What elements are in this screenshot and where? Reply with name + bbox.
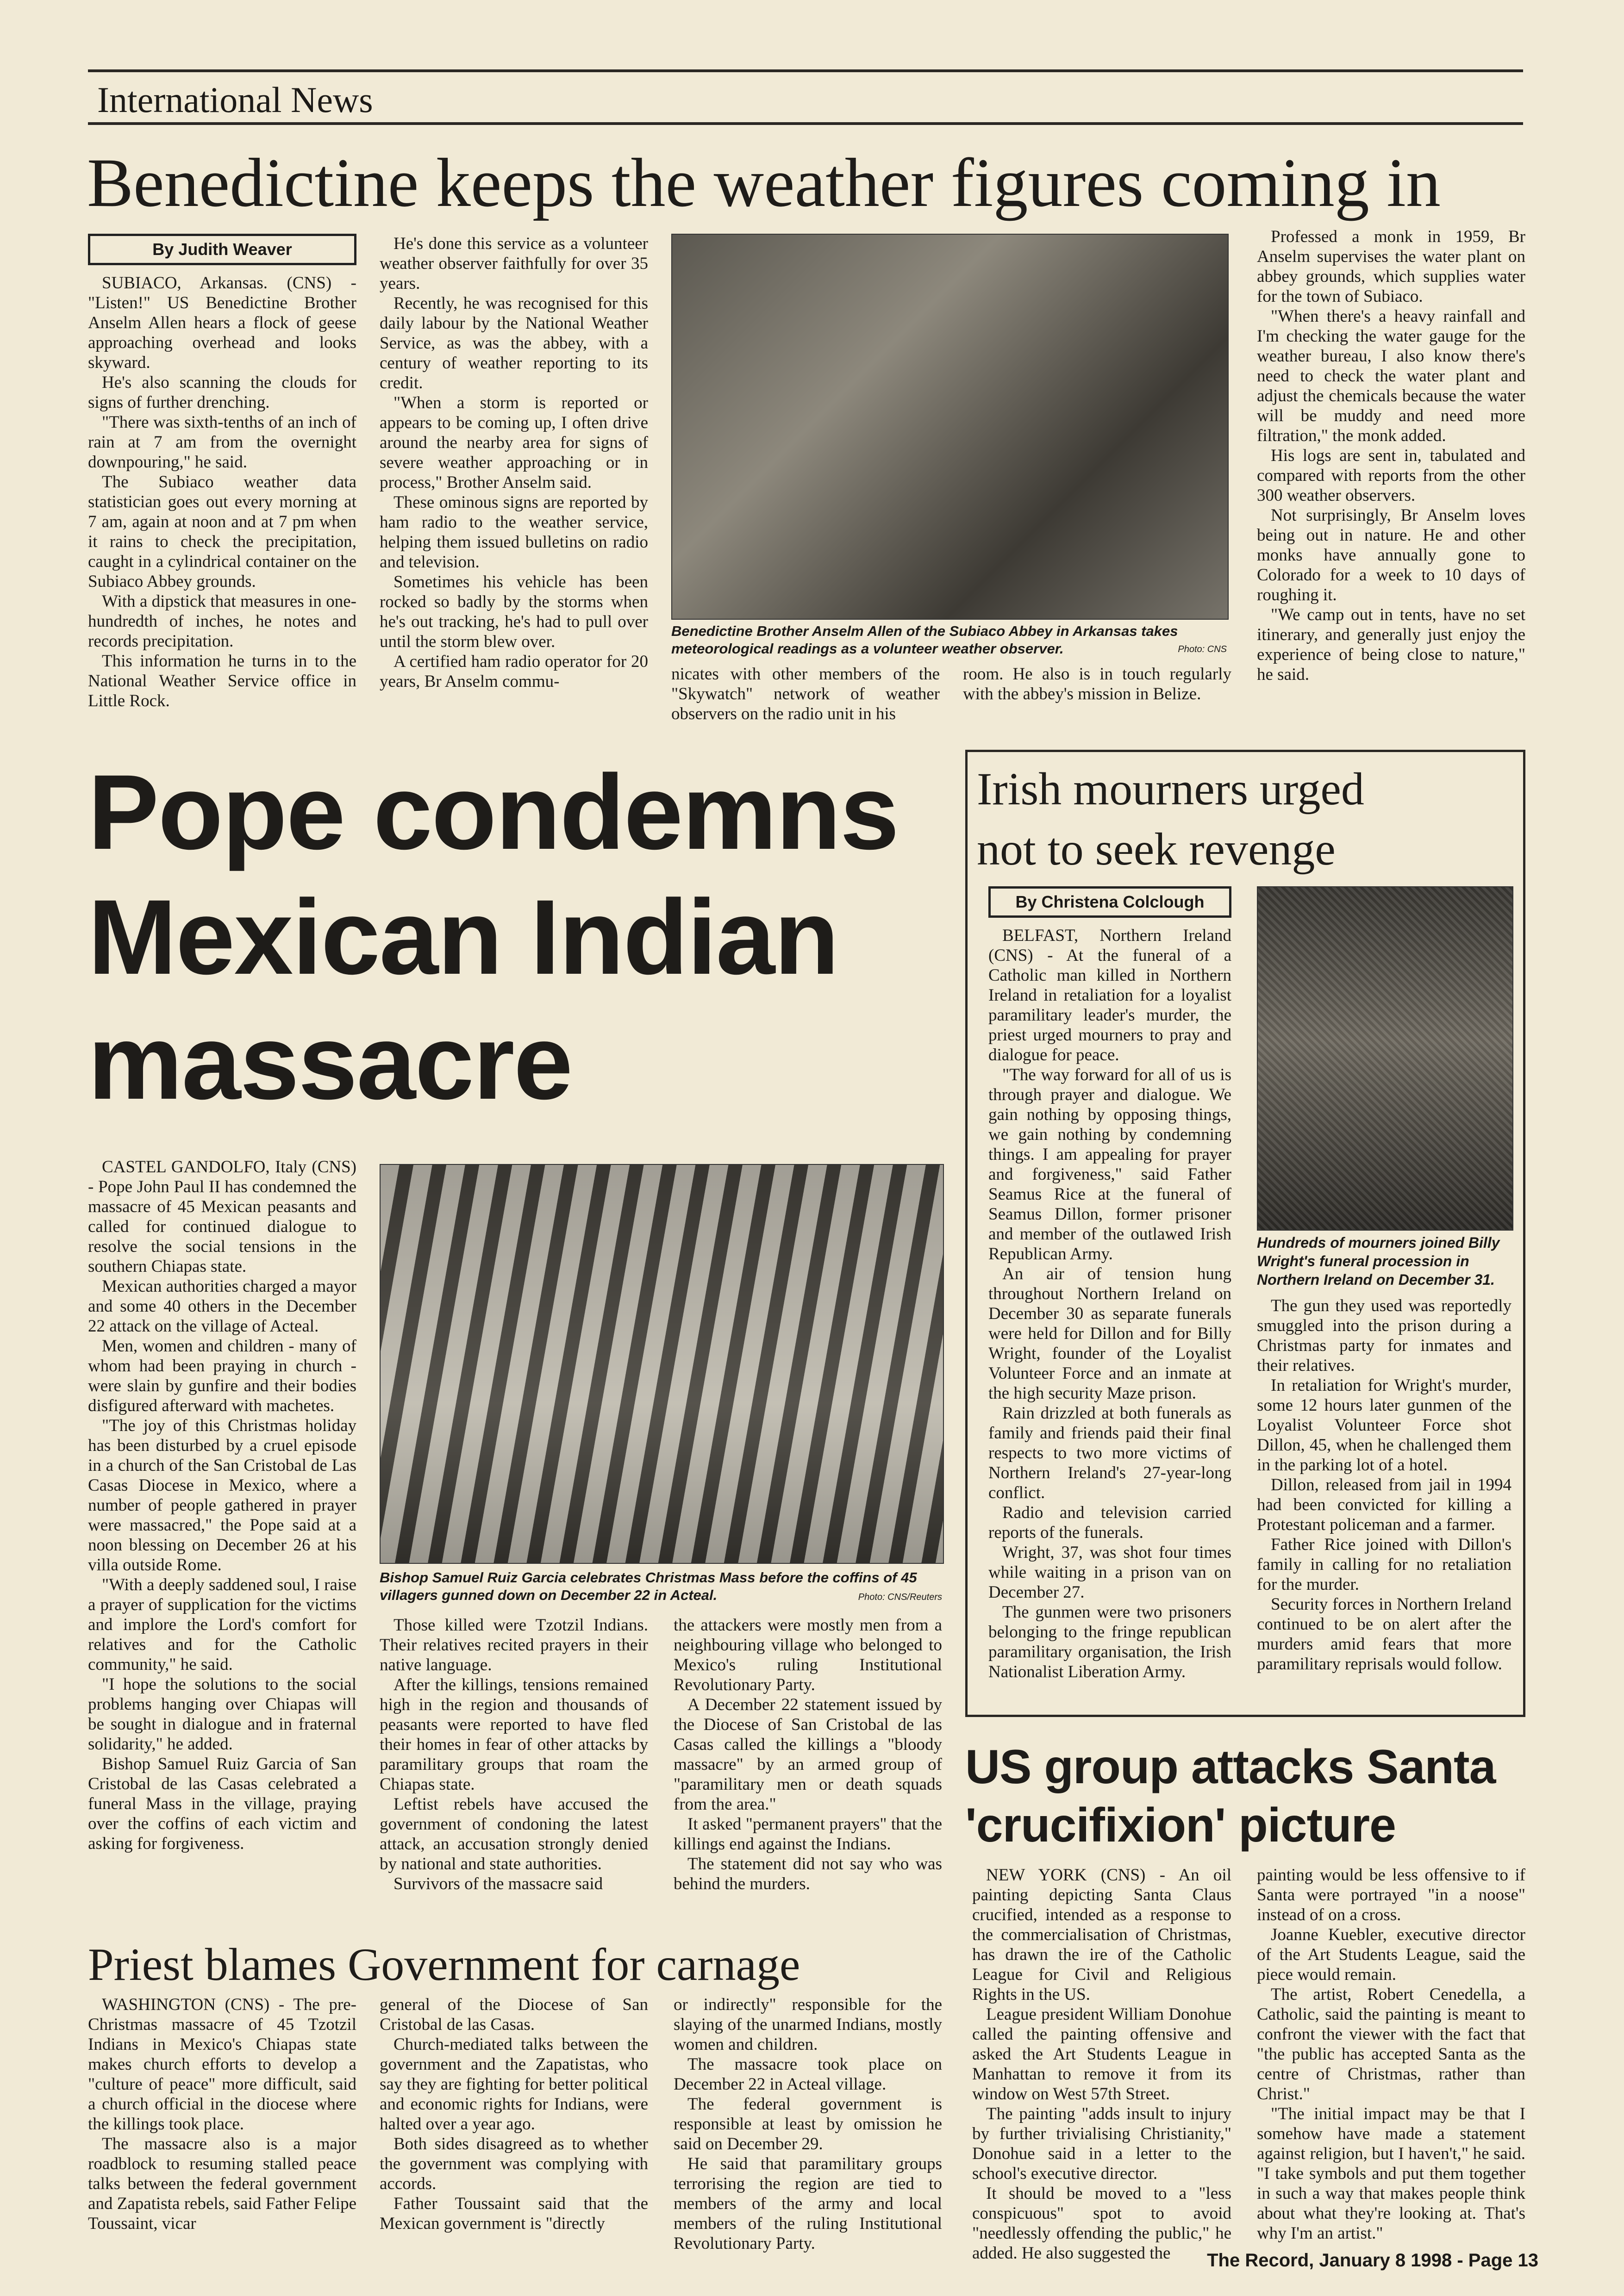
story3-col2: general of the Diocese of San Cristobal de las Casas. Church-mediated talks between the government and the Zapatistas, who say they are fighting for better political and economic rights for Indians, were halted over a year ago. Both sides disagreed as to whether the government was complying with accords. Father Toussaint said that the Mexican government is "directly bbox=[380, 1995, 648, 2233]
story1-col3: nicates with other members of the "Skywatch" network of weather observers on the radio unit in his bbox=[671, 665, 940, 723]
story2-photo-credit: Photo: CNS/Reuters bbox=[858, 1592, 942, 1602]
story2-headline: Pope condemns Mexican Indian massacre bbox=[88, 753, 899, 1121]
story2-photo-caption: Bishop Samuel Ruiz Garcia celebrates Christmas Mass before the coffins of 45 villagers gunned down on December 22 in Acteal. bbox=[380, 1569, 917, 1603]
story2-col1: CASTEL GANDOLFO, Italy (CNS) - Pope John Paul II has condemned the massacre of 45 Mexican peasants and called for continued dialogue to resolve the social tensions in the southern Chiapas state. Mexican authorities charged a mayor and some 40 others in the December 22 attack on the village of Acteal. Men, women and children - many of whom had been praying in church - were slain by gunfire and their bodies disfigured afterward with machetes. "The joy of this Christmas holiday has been disturbed by a cruel episode in a church of the San Cristobal de Las Casas Diocese in Mexico, where a number of people gathered in prayer were massacred," the Pope said at a noon blessing on December 26 at his villa outside Rome. "With a deeply saddened soul, I raise a prayer of supplication for the victims and implore the Lord's comfort for relatives and for the Catholic community," he said. "I hope the solutions to the social problems hanging over Chiapas will be sought in dialogue and in fraternal solidarity," he added. Bishop Samuel Ruiz Garcia of San Cristobal de las Casas celebrated a funeral Mass in the village, praying over the coffins of each victim and asking for forgiveness. bbox=[88, 1157, 356, 1853]
story4-headline bbox=[977, 759, 1514, 879]
story3-col1: WASHINGTON (CNS) - The pre-Christmas massacre of 45 Tzotzil Indians in Mexico's Chiapas state makes church efforts to develop a "culture of peace" more difficult, said a church official in the diocese where the killings took place. The massacre also is a major roadblock to resuming stalled peace talks between the federal government and Zapatista rebels, said Father Felipe Toussaint, vicar bbox=[88, 1995, 356, 2233]
story3-col3: or indirectly" responsible for the slaying of the unarmed Indians, mostly women and children. The massacre took place on December 22 in Acteal village. The federal government is responsible at least by omission he said on December 29. He said that paramilitary groups terrorising the region are tied to members of the army and local members of the ruling Institutional Revolutionary Party. bbox=[674, 1995, 942, 2253]
story5-headline bbox=[965, 1738, 1530, 1854]
story1-col4: room. He also is in touch regularly with the abbey's mission in Belize. bbox=[963, 665, 1231, 703]
story1-col1: SUBIACO, Arkansas. (CNS) - "Listen!" US Benedictine Brother Anselm Allen hears a flock of geese approaching overhead and looks skyward. He's also scanning the clouds for signs of further drenching. "There was sixth-tenths of an inch of rain at 7 am from the overnight downpouring," he said. The Subiaco weather data statistician goes out every morning at 7 am, again at noon and at 7 pm when it rains to check the precipitation, caught in a cylindrical container on the Subiaco Abbey grounds. With a dipstick that measures in one-hundredth of inches, he notes and records precipitation. This information he turns in to the National Weather Service office in Little Rock. bbox=[88, 274, 356, 710]
coffins-photo bbox=[380, 1164, 944, 1564]
story4-byline: By Christena Colclough bbox=[988, 886, 1231, 918]
story4-col1: BELFAST, Northern Ireland (CNS) - At the funeral of a Catholic man killed in Northern Ireland in retaliation for a loyalist paramilitary leader's murder, the priest urged mourners to pray and dialogue for peace. "The way forward for all of us is through prayer and dialogue. We gain nothing by opposing things, we gain nothing by condemning things. I am appealing for prayer and forgiveness," said Father Seamus Rice at the funeral of Seamus Dillon, former prisoner and member of the outlawed Irish Republican Army. An air of tension hung throughout Northern Ireland on December 30 as separate funerals were held for Dillon and for Billy Wright, founder of the Loyalist Volunteer Force and an inmate at the high security Maze prison. Rain drizzled at both funerals as family and friends paid their final respects to two more victims of Northern Ireland's 27-year-long conflict. Radio and television carried reports of the funerals. Wright, 37, was shot four times while waiting in a prison van on December 27. The gunmen were two prisoners belonging to the fringe republican paramilitary organisation, the Irish Nationalist Liberation Army. bbox=[988, 926, 1231, 1681]
story4-headline-line1: Irish mourners urged bbox=[977, 763, 1364, 815]
story5-headline-line2: 'crucifixion' picture bbox=[965, 1798, 1396, 1852]
story1-byline: By Judith Weaver bbox=[88, 234, 356, 265]
weather-observer-photo bbox=[671, 234, 1229, 620]
story5-headline-line1: US group attacks Santa bbox=[965, 1740, 1496, 1794]
story2-col2: Those killed were Tzotzil Indians. Their relatives recited prayers in their native language. After the killings, tensions remained high in the region and thousands of peasants were reported to have fled their homes in fear of other attacks by paramilitary groups that roam the Chiapas state. Leftist rebels have accused the government of condoning the latest attack, an accusation strongly denied by national and state authorities. Survivors of the massacre said bbox=[380, 1616, 648, 1893]
story4-headline-line2: not to seek revenge bbox=[977, 823, 1336, 875]
story3-headline: Priest blames Government for carnage bbox=[88, 1939, 800, 1990]
story2-col3: the attackers were mostly men from a neighbouring village who belonged to Mexico's ruling Institutional Revolutionary Party. A December 22 statement issued by the Diocese of San Cristobal de las Casas called the killings a "bloody massacre" by an armed group of "paramilitary men or death squads from the area." It asked "permanent prayers" that the killings end against the Indians. The statement did not say who was behind the murders. bbox=[674, 1616, 942, 1893]
story1-photo-credit: Photo: CNS bbox=[1178, 644, 1227, 654]
story4-photo-caption: Hundreds of mourners joined Billy Wright's funeral procession in Northern Ireland on December 31. bbox=[1257, 1234, 1500, 1288]
story1-photo-caption: Benedictine Brother Anselm Allen of the Subiaco Abbey in Arkansas takes meteorological readings as a volunteer weather observer. bbox=[671, 623, 1178, 657]
page-footer: The Record, January 8 1998 - Page 13 bbox=[1207, 2250, 1538, 2271]
story1-headline: Benedictine keeps the weather figures coming in bbox=[87, 144, 1441, 221]
story5-col2: painting would be less offensive to if Santa were portrayed "in a noose" instead of on a cross. Joanne Kuebler, executive director of the Art Students League, said the piece would remain. The artist, Robert Cenedella, a Catholic, said the painting is meant to confront the viewer with the fact that "the public has accepted Santa as the centre of Christmas, rather than Christ." "The initial impact may be that I somehow have made a statement against religion, but I haven't," he said. "I take symbols and put them together in such a way that makes people think about what they're looking at. That's why I'm an artist." bbox=[1257, 1866, 1525, 2243]
story1-col2: He's done this service as a volunteer weather observer faithfully for over 35 years. Recently, he was recognised for this daily labour by the National Weather Service, as was the abbey, with a century of weather reporting to its credit. "When a storm is reported or appears to be coming up, I often drive around the nearby area for signs of severe weather approaching or in process," Brother Anselm said. These ominous signs are reported by ham radio to the weather service, helping them issued bulletins on radio and television. Sometimes his vehicle has been rocked so badly by the storms when he's out tracking, he's had to pull over until the storm blew over. A certified ham radio operator for 20 years, Br Anselm commu- bbox=[380, 234, 648, 691]
section-label: International News bbox=[88, 69, 1523, 125]
funeral-procession-photo bbox=[1257, 886, 1513, 1231]
story4-col2: The gun they used was reportedly smuggled into the prison during a Christmas party for inmates and their relatives. In retaliation for Wright's murder, some 12 hours later gunmen of the Loyalist Volunteer Force shot Dillon, 45, when he challenged them in the parking lot of a hotel. Dillon, released from jail in 1994 had been convicted for killing a Protestant policeman and a farmer. Father Rice joined with Dillon's family in calling for no retaliation for the murder. Security forces in Northern Ireland continued to be on alert after the murders amid fears that more paramilitary reprisals would follow. bbox=[1257, 1296, 1512, 1674]
story5-col1: NEW YORK (CNS) - An oil painting depicting Santa Claus crucified, intended as a response to the commercialisation of Christmas, has drawn the ire of the Catholic League for Civil and Religious Rights in the US. League president William Donohue called the painting offensive and asked the Art Students League in Manhattan to remove it from its window on West 57th Street. The painting "adds insult to injury by further trivialising Christianity," Donohue said in a letter to the school's executive director. It should be moved to a "less conspicuous" spot to avoid "needlessly offending the public," he added. He also suggested the bbox=[972, 1866, 1231, 2263]
story1-col5: Professed a monk in 1959, Br Anselm supervises the water plant on abbey grounds, which supplies water for the town of Subiaco. "When there's a heavy rainfall and I'm checking the water gauge for the weather bureau, I also know there's need to check the water plant and adjust the chemicals because the water will be muddy and need more filtration," the monk added. His logs are sent in, tabulated and compared with reports from the other 300 weather observers. Not surprisingly, Br Anselm loves being out in nature. He and other monks have annually gone to Colorado for a week to 10 days of roughing it. "We camp out in tents, have no set itinerary, and generally just enjoy the experience of being close to nature," he said. bbox=[1257, 227, 1525, 684]
